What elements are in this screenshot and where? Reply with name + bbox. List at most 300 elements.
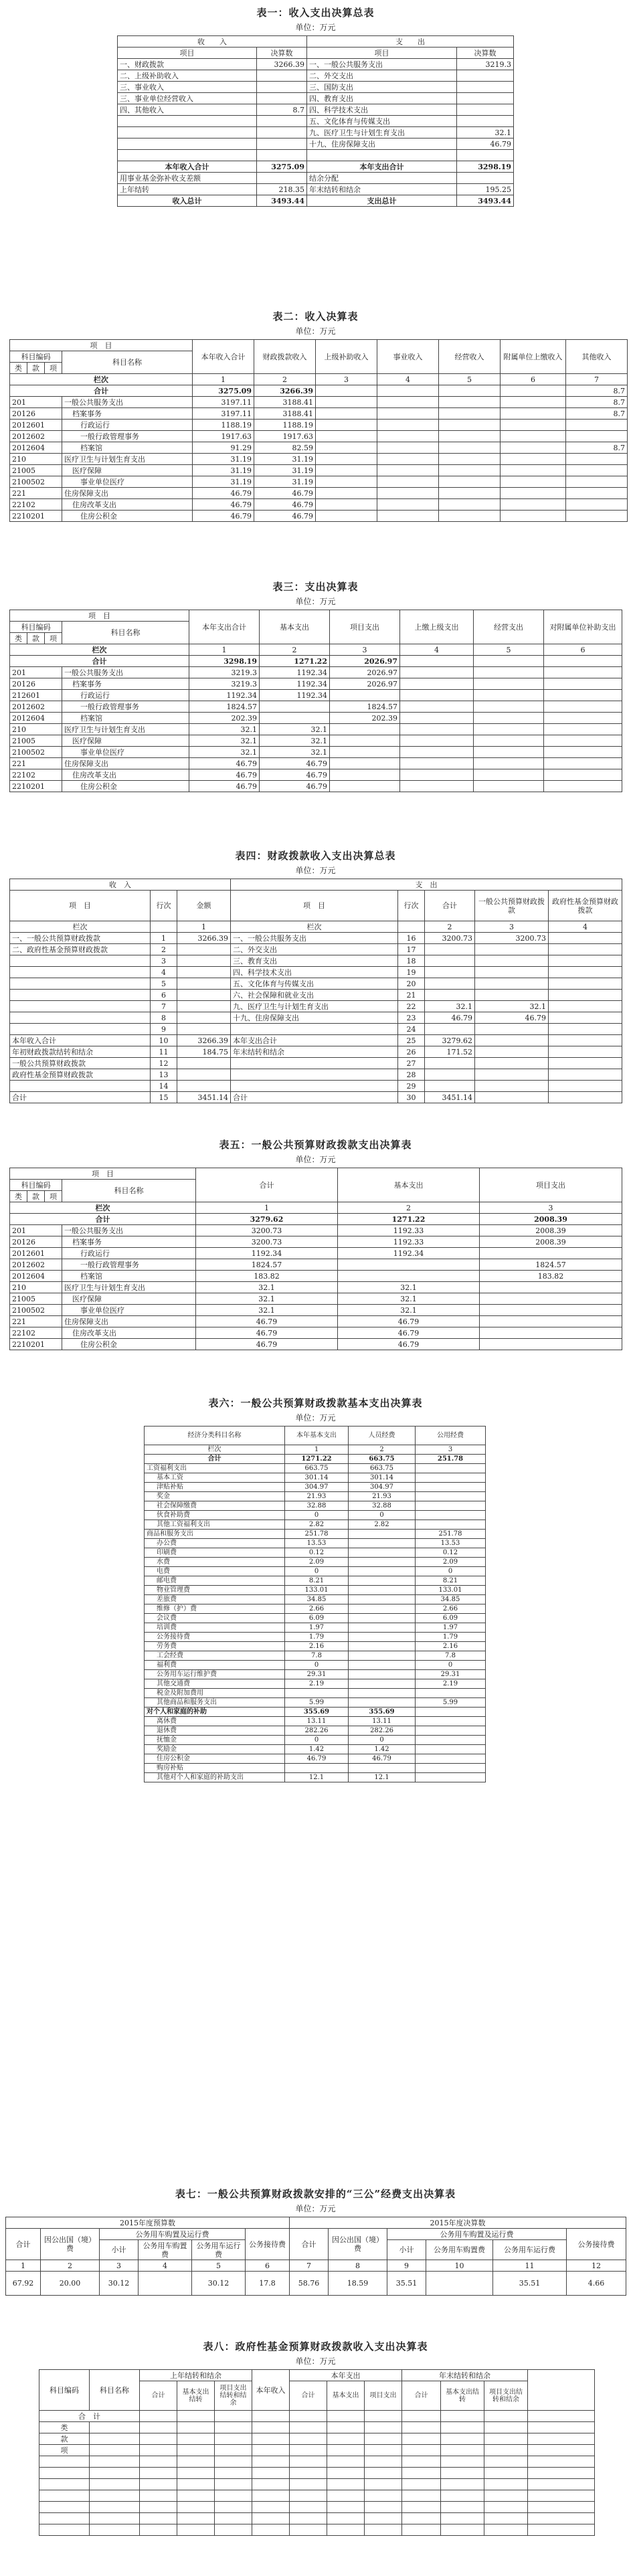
t8-blank-row	[39, 2479, 595, 2490]
t2-cell: 31.19	[254, 476, 316, 488]
t4-cell: 本年收入合计	[10, 1035, 151, 1046]
t6-cell: 其他对个人和家庭的补助支出	[145, 1773, 285, 1782]
t8-blank-cell	[484, 2513, 528, 2524]
t2-cell	[566, 431, 628, 442]
t8-blank-cell	[177, 2524, 215, 2536]
t5-row	[10, 1259, 622, 1271]
t5-code: 2012601	[10, 1248, 62, 1259]
t8-blank-cell	[484, 2502, 528, 2513]
t4-cell	[425, 978, 475, 990]
t7-h-car-buy: 公务用车购置费	[426, 2240, 493, 2260]
t2-cell	[316, 488, 377, 499]
t6-cell	[416, 1483, 486, 1492]
t8-blank-cell	[215, 2468, 252, 2479]
t4-cell	[231, 1081, 398, 1092]
table4	[9, 879, 622, 1103]
t4-cell: 六、社会保障和就业支出	[231, 990, 398, 1001]
t1-grand-income: 3493.44	[257, 195, 307, 207]
t3-cell	[400, 701, 474, 713]
t3-num: 2	[260, 644, 330, 656]
t8-blank-row	[39, 2490, 595, 2502]
t4-cell	[475, 1046, 549, 1058]
t7-num: 6	[246, 2260, 290, 2272]
t7-num: 7	[290, 2260, 329, 2272]
t2-cell	[501, 408, 566, 420]
t1-grand-expense: 3493.44	[457, 195, 514, 207]
t5-num: 1	[196, 1202, 338, 1214]
t6-cell: 8.21	[285, 1576, 349, 1586]
t8-blank-cell	[252, 2468, 290, 2479]
t7-value: 30.12	[192, 2272, 246, 2296]
t8-blank-cell	[290, 2490, 327, 2502]
t4-cell	[549, 967, 622, 978]
t2-row	[10, 431, 628, 442]
t5-code: 21005	[10, 1293, 62, 1305]
t3-code: 2210201	[10, 781, 62, 792]
t8-blank-cell	[39, 2502, 90, 2513]
t5-h-lei: 类	[10, 1191, 27, 1202]
t3-total-cell: 2026.97	[330, 656, 400, 667]
t2-cell	[377, 431, 439, 442]
t6-cell: 12.1	[349, 1773, 416, 1782]
t8-blank-cell	[365, 2502, 402, 2513]
t1-cell: 3219.3	[457, 59, 514, 70]
t7-h-recv: 公务接待费	[246, 2229, 290, 2260]
t3-cell	[474, 724, 544, 735]
t6-cell: 663.75	[285, 1464, 349, 1473]
t4-cell: 9	[151, 1024, 177, 1035]
t8-blank-cell	[528, 2513, 595, 2524]
t6-cell	[349, 1698, 416, 1708]
t1-col-item: 项目	[307, 48, 457, 59]
table4-title: 表四：财政拨款收入支出决算总表	[235, 850, 396, 862]
t5-code: 22102	[10, 1327, 62, 1339]
t3-cell	[330, 747, 400, 758]
t3-cell	[330, 724, 400, 735]
t8-blank	[528, 2370, 595, 2411]
t5-cell: 3200.73	[196, 1236, 338, 1248]
table1-section	[0, 5, 631, 207]
t6-cell: 工会经费	[145, 1651, 285, 1661]
t2-cell	[566, 420, 628, 431]
t8-blank-cell	[528, 2468, 595, 2479]
t6-cell: 1.97	[416, 1623, 486, 1633]
t5-row	[10, 1305, 622, 1316]
t1-cell	[118, 127, 257, 139]
table5-unit: 单位：万元	[295, 1155, 336, 1164]
t1-extra-cell: 195.25	[457, 184, 514, 195]
t1-cell: 一、一般公共服务支出	[307, 59, 457, 70]
t5-cell: 3200.73	[196, 1225, 338, 1236]
t4-cell: 十九、住房保障支出	[231, 1012, 398, 1024]
t4-cell	[425, 1069, 475, 1081]
t1-grand-expense-label: 支出总计	[307, 195, 457, 207]
t2-h-name: 科目名称	[62, 351, 193, 374]
t5-cell: 1824.57	[480, 1259, 622, 1271]
t8-blank-row	[39, 2502, 595, 2513]
t6-row	[145, 1548, 486, 1558]
t6-cell: 伙食补助费	[145, 1511, 285, 1520]
t1-row	[118, 70, 514, 82]
t2-total-cell: 3266.39	[254, 385, 316, 397]
t7-h-final: 2015年度决算数	[290, 2217, 626, 2229]
t2-cell	[501, 499, 566, 511]
t3-cell: 1192.34	[260, 678, 330, 690]
t2-code: 2012602	[10, 431, 62, 442]
t8-blank-cell	[252, 2502, 290, 2513]
t4-cell	[10, 1001, 151, 1012]
t8-blank-cell	[327, 2502, 365, 2513]
t6-cell: 282.26	[349, 1726, 416, 1736]
t5-name: 住房改革支出	[62, 1327, 196, 1339]
t3-cell	[544, 678, 622, 690]
t6-col-1: 本年基本支出	[285, 1427, 349, 1445]
t7-h-budget: 2015年度预算数	[6, 2217, 290, 2229]
t4-cell: 10	[151, 1035, 177, 1046]
t1-row	[118, 116, 514, 127]
t6-row	[145, 1698, 486, 1708]
t5-name: 医疗卫生与计划生育支出	[62, 1282, 196, 1293]
t3-cell	[474, 781, 544, 792]
t7-num: 8	[329, 2260, 387, 2272]
t4-h-gpb: 一般公共预算财政拨款	[475, 891, 549, 921]
t5-h-xiang: 项	[45, 1191, 62, 1202]
t5-cell	[480, 1248, 622, 1259]
t5-cell: 32.1	[196, 1305, 338, 1316]
table7-section	[0, 2187, 631, 2296]
t6-cell: 奖励金	[145, 1745, 285, 1754]
t2-num: 3	[316, 374, 377, 385]
t5-code: 2012604	[10, 1271, 62, 1282]
t6-cell	[416, 1501, 486, 1511]
t4-cell	[177, 1012, 231, 1024]
t7-h-abroad: 因公出国（境）费	[329, 2229, 387, 2260]
t6-cell	[349, 1689, 416, 1698]
t4-cell: 3266.39	[177, 933, 231, 944]
t2-name: 一般公共服务支出	[62, 397, 193, 408]
t8-blank-cell	[484, 2524, 528, 2536]
t6-cell: 0.12	[285, 1548, 349, 1558]
t4-cell	[231, 1069, 398, 1081]
t2-cell: 31.19	[254, 454, 316, 465]
t2-total-cell	[377, 385, 439, 397]
t3-total-label: 合计	[10, 656, 189, 667]
t2-cell: 8.7	[566, 408, 628, 420]
t8-blank-cell	[441, 2513, 484, 2524]
t8-blank-cell	[402, 2468, 441, 2479]
t3-cell: 202.39	[330, 713, 400, 724]
t2-cell	[501, 431, 566, 442]
t2-row	[10, 465, 628, 476]
t7-value: 20.00	[41, 2272, 100, 2296]
t2-h-item: 项 目	[10, 340, 193, 351]
t2-row	[10, 408, 628, 420]
t2-col-4: 事业收入	[377, 340, 439, 374]
t3-cell	[474, 758, 544, 769]
t4-cell	[231, 1024, 398, 1035]
t6-cell: 2.82	[285, 1520, 349, 1530]
t4-cell	[177, 978, 231, 990]
t5-name: 一般公共服务支出	[62, 1225, 196, 1236]
t5-cell: 1192.34	[338, 1248, 480, 1259]
t4-cell	[10, 978, 151, 990]
t8-blank-row	[39, 2468, 595, 2479]
t2-cell: 46.79	[193, 511, 254, 522]
t4-h-line: 行次	[151, 891, 177, 921]
t5-row	[10, 1236, 622, 1248]
t4-cell	[549, 1001, 622, 1012]
t5-cell: 2008.39	[480, 1236, 622, 1248]
t8-blank-cell	[177, 2502, 215, 2513]
t6-cell: 304.97	[285, 1483, 349, 1492]
t3-name: 一般公共服务支出	[62, 667, 189, 678]
t7-value: 4.66	[567, 2272, 626, 2296]
t6-row	[145, 1764, 486, 1773]
t6-cell: 福利费	[145, 1661, 285, 1670]
t2-h-kuan: 款	[27, 363, 45, 374]
t6-cell: 2.09	[285, 1558, 349, 1567]
t2-cell	[439, 442, 501, 454]
t5-cell: 46.79	[196, 1327, 338, 1339]
t4-cell	[231, 1058, 398, 1069]
t3-cell	[400, 713, 474, 724]
t2-name: 事业单位医疗	[62, 476, 193, 488]
t6-cell: 0	[416, 1567, 486, 1576]
t8-blank-cell	[140, 2456, 177, 2468]
t4-cell: 46.79	[425, 1012, 475, 1024]
t6-cell: 1.79	[416, 1633, 486, 1642]
t3-cell	[400, 781, 474, 792]
t6-cell: 差旅费	[145, 1595, 285, 1604]
t3-name: 事业单位医疗	[62, 747, 189, 758]
t8-blank-cell	[90, 2524, 140, 2536]
t2-total-label: 合计	[10, 385, 193, 397]
t2-cell	[377, 465, 439, 476]
t5-cell: 32.1	[338, 1282, 480, 1293]
t5-total-cell: 3279.62	[196, 1214, 338, 1225]
t6-cell: 304.97	[349, 1483, 416, 1492]
t2-cell	[566, 499, 628, 511]
t3-cell	[474, 747, 544, 758]
t4-cell	[425, 944, 475, 955]
table7-title: 表七：一般公共预算财政拨款安排的“三公”经费支出决算表	[175, 2188, 456, 2200]
t3-cell	[400, 678, 474, 690]
t6-row	[145, 1558, 486, 1567]
t2-cell: 1917.63	[193, 431, 254, 442]
t3-name: 档案馆	[62, 713, 189, 724]
t2-cell	[566, 454, 628, 465]
t2-cell	[501, 465, 566, 476]
t2-cell	[566, 511, 628, 522]
t7-h-sub: 小计	[387, 2240, 426, 2260]
t4-blank	[398, 921, 425, 933]
t4-cell: 四、科学技术支出	[231, 967, 398, 978]
t5-cell: 183.82	[480, 1271, 622, 1282]
t3-cell	[400, 747, 474, 758]
t4-cell: 4	[151, 967, 177, 978]
t5-lanci: 栏次	[10, 1202, 196, 1214]
t4-cell: 11	[151, 1046, 177, 1058]
t2-row	[10, 511, 628, 522]
t1-total-income-label: 本年收入合计	[118, 161, 257, 173]
t5-row	[10, 1327, 622, 1339]
t6-cell: 对个人和家庭的补助	[145, 1708, 285, 1717]
t3-code: 2100502	[10, 747, 62, 758]
t5-row	[10, 1293, 622, 1305]
t5-total-cell: 2008.39	[480, 1214, 622, 1225]
t6-cell: 1.42	[349, 1745, 416, 1754]
t3-row	[10, 758, 622, 769]
t6-cell	[349, 1586, 416, 1595]
t1-cell	[457, 104, 514, 116]
t5-cell: 1824.57	[196, 1259, 338, 1271]
t2-code: 221	[10, 488, 62, 499]
t2-cell	[439, 499, 501, 511]
t2-cell	[439, 420, 501, 431]
t7-value: 30.12	[100, 2272, 139, 2296]
t8-blank-cell	[327, 2490, 365, 2502]
t5-cell	[480, 1327, 622, 1339]
t1-row	[118, 127, 514, 139]
t8-blank-cell	[177, 2479, 215, 2490]
t2-cell	[566, 476, 628, 488]
t1-cell	[257, 116, 307, 127]
t6-cell: 2.82	[349, 1520, 416, 1530]
t3-name: 住房保障支出	[62, 758, 189, 769]
t3-col-6: 对附属单位补助支出	[544, 610, 622, 644]
t6-row	[145, 1567, 486, 1576]
t6-cell: 奖金	[145, 1492, 285, 1501]
t2-cell	[316, 431, 377, 442]
t3-code: 21005	[10, 735, 62, 747]
t2-cell	[316, 397, 377, 408]
t7-num: 3	[100, 2260, 139, 2272]
t1-cell	[257, 70, 307, 82]
t4-cell	[425, 1058, 475, 1069]
t3-cell	[474, 667, 544, 678]
t8-h-basic-carry: 基本支出结转	[441, 2381, 484, 2411]
t8-blank-cell	[90, 2502, 140, 2513]
table8	[39, 2369, 595, 2536]
t6-row	[145, 1576, 486, 1586]
t4-cell: 32.1	[475, 1001, 549, 1012]
t1-expense-header: 支 出	[307, 36, 514, 48]
t4-cell: 1	[151, 933, 177, 944]
t2-cell: 46.79	[193, 488, 254, 499]
t4-row	[10, 1081, 622, 1092]
t6-cell: 13.53	[416, 1539, 486, 1548]
t6-cell: 46.79	[349, 1754, 416, 1764]
t4-cell: 20	[398, 978, 425, 990]
t2-cell	[566, 488, 628, 499]
t4-row	[10, 967, 622, 978]
t3-code: 20126	[10, 678, 62, 690]
t2-name: 住房保障支出	[62, 488, 193, 499]
t7-num: 2	[41, 2260, 100, 2272]
t2-name: 档案馆	[62, 442, 193, 454]
t7-value: 18.59	[329, 2272, 387, 2296]
t6-cell	[349, 1576, 416, 1586]
t6-cell: 0	[416, 1661, 486, 1670]
t4-row	[10, 955, 622, 967]
t8-h-code: 科目编码	[39, 2370, 90, 2411]
t8-blank-cell	[327, 2468, 365, 2479]
t8-blank-cell	[90, 2456, 140, 2468]
t3-cell: 1824.57	[330, 701, 400, 713]
t4-cell	[549, 1024, 622, 1035]
t6-cell: 电费	[145, 1567, 285, 1576]
t4-cell: 21	[398, 990, 425, 1001]
t8-h-basic: 基本支出	[327, 2381, 365, 2411]
t5-cell	[480, 1339, 622, 1350]
t2-name: 一般行政管理事务	[62, 431, 193, 442]
table3-title: 表三：支出决算表	[272, 581, 359, 593]
t2-cell	[501, 454, 566, 465]
t6-cell: 34.85	[285, 1595, 349, 1604]
t6-cell: 133.01	[285, 1586, 349, 1595]
t5-code: 201	[10, 1225, 62, 1236]
t2-cell: 31.19	[193, 465, 254, 476]
t3-num: 1	[189, 644, 260, 656]
t8-blank-cell	[140, 2468, 177, 2479]
t5-cell: 46.79	[196, 1339, 338, 1350]
t7-value: 67.92	[6, 2272, 41, 2296]
t4-cell: 一、一般公共预算财政拨款	[10, 933, 151, 944]
t4-cell: 3451.14	[177, 1092, 231, 1103]
t8-blank-cell	[215, 2502, 252, 2513]
t8-blank-cell	[402, 2524, 441, 2536]
table4-unit: 单位：万元	[295, 866, 336, 875]
t5-name: 医疗保障	[62, 1293, 196, 1305]
t5-col-1: 合计	[196, 1168, 338, 1202]
t4-cell: 46.79	[475, 1012, 549, 1024]
t4-h-gov: 政府性基金预算财政拨款	[549, 891, 622, 921]
t4-cell: 3200.73	[475, 933, 549, 944]
t3-cell	[400, 769, 474, 781]
table5-section	[0, 1137, 631, 1350]
t4-cell	[549, 944, 622, 955]
t3-row	[10, 667, 622, 678]
t3-col-4: 上缴上级支出	[400, 610, 474, 644]
t4-cell	[177, 1058, 231, 1069]
t6-cell: 基本工资	[145, 1473, 285, 1483]
t3-cell	[474, 690, 544, 701]
t8-blank-cell	[215, 2456, 252, 2468]
t4-cell: 3279.62	[425, 1035, 475, 1046]
t4-num: 3	[475, 921, 549, 933]
t6-cell	[416, 1754, 486, 1764]
t4-row	[10, 1001, 622, 1012]
t5-row	[10, 1225, 622, 1236]
t2-cell	[316, 476, 377, 488]
t5-cell	[338, 1259, 480, 1271]
t5-name: 档案事务	[62, 1236, 196, 1248]
t4-cell	[475, 1058, 549, 1069]
table1	[117, 35, 514, 207]
t2-name: 住房改革支出	[62, 499, 193, 511]
t8-h-total: 合计	[290, 2381, 327, 2411]
t4-cell: 15	[151, 1092, 177, 1103]
t2-cell	[377, 488, 439, 499]
t4-cell	[425, 1024, 475, 1035]
table2	[9, 339, 628, 522]
t3-h-item: 项 目	[10, 610, 189, 622]
t8-blank-cell	[528, 2490, 595, 2502]
t3-total-cell	[400, 656, 474, 667]
t6-cell: 工资福利支出	[145, 1464, 285, 1473]
t6-cell: 税金及附加费用	[145, 1689, 285, 1698]
t4-cell: 18	[398, 955, 425, 967]
